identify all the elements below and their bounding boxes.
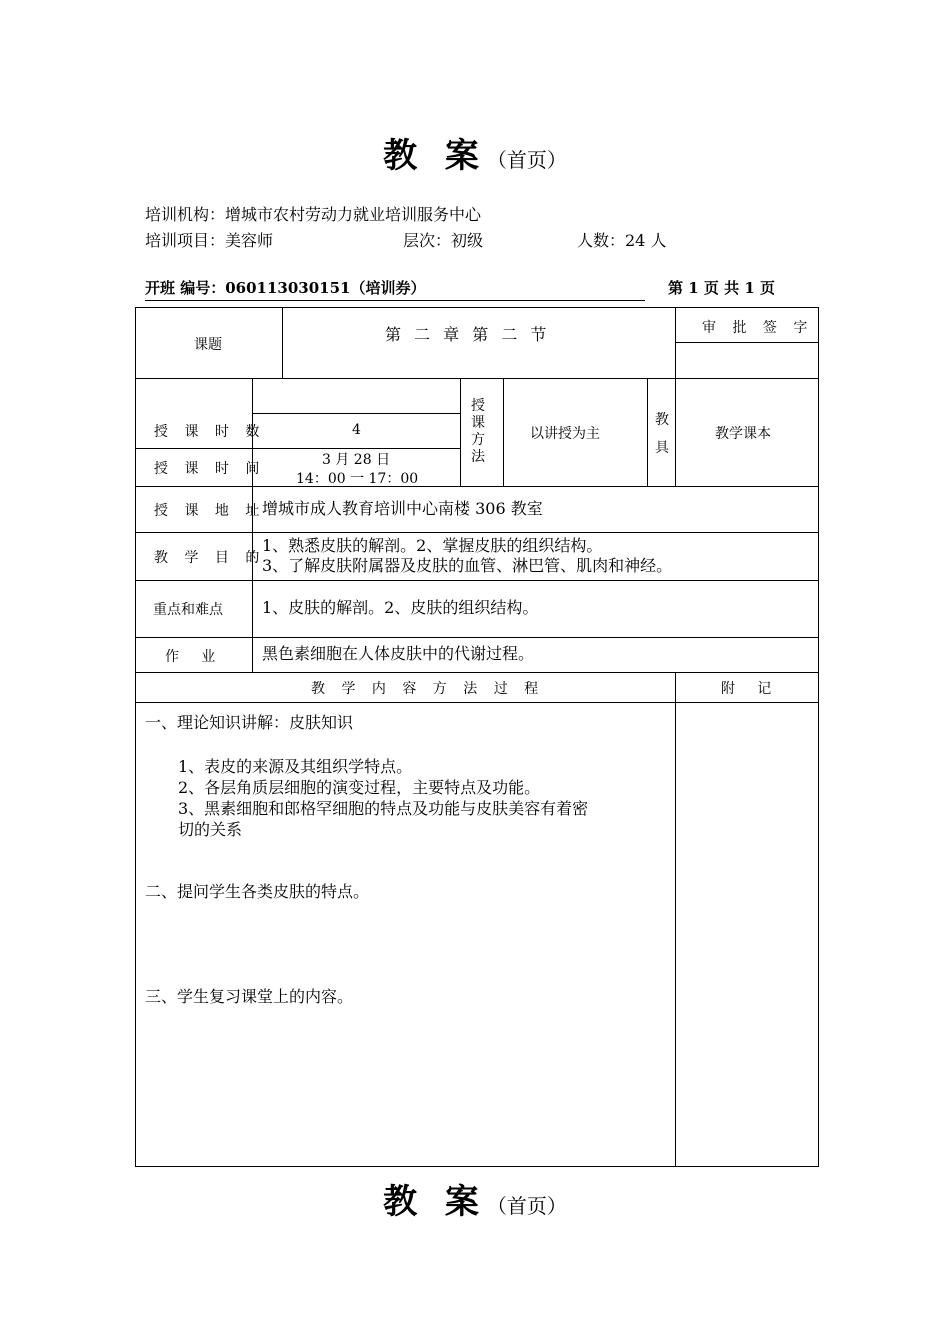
title-main: 教 案: [383, 1182, 487, 1222]
time-date: 3 月 28 日: [322, 452, 391, 468]
place-label: 授 课 地 址: [154, 503, 266, 519]
title-sub: （首页）: [486, 1194, 567, 1218]
document-title: [0, 128, 950, 177]
row-divider: [136, 580, 818, 581]
lesson-plan-table: [135, 307, 819, 1167]
tools-label-char: 具: [655, 440, 669, 456]
section-3: 三、学生复习课堂上的内容。: [145, 987, 354, 1006]
col-divider: [282, 308, 283, 378]
col-divider: [460, 378, 461, 486]
row-divider: [136, 532, 818, 533]
notes-header: 附 记: [721, 681, 772, 697]
title-sub: （首页）: [486, 148, 567, 172]
goal-line-2: 3、了解皮肤附属器及皮肤的血管、淋巴管、肌肉和神经。: [262, 556, 673, 575]
hours-label: 授 课 时 数: [154, 424, 266, 440]
row-divider: [136, 448, 460, 449]
time-label: 授 课 时 间: [154, 461, 266, 477]
homework-value: 黑色素细胞在人体皮肤中的代谢过程。: [262, 644, 535, 663]
approval-label: 审 批 签 字: [702, 320, 814, 336]
page-count: 第 1 页 共 1 页: [668, 279, 775, 297]
class-number: 开班 编号：060113030151（培训券）: [145, 277, 645, 301]
method-label-char: 法: [471, 449, 485, 465]
method-value: 以讲授为主: [530, 426, 600, 442]
col-divider: [503, 378, 504, 486]
content-item-1: 1、表皮的来源及其组织学特点。: [178, 757, 413, 776]
key-value: 1、皮肤的解剖。2、皮肤的组织结构。: [262, 598, 539, 617]
title-main: 教 案: [383, 136, 487, 176]
project-text: 培训项目：美容师: [145, 231, 274, 250]
content-item-2: 2、各层角质层细胞的演变过程，主要特点及功能。: [178, 778, 541, 797]
row-divider: [136, 637, 818, 638]
tools-label-char: 教: [655, 412, 669, 428]
method-label: [470, 398, 486, 466]
goal-line-1: 1、熟悉皮肤的解剖。2、掌握皮肤的组织结构。: [262, 536, 603, 555]
row-divider: [136, 702, 818, 703]
row-divider: [136, 672, 818, 673]
col-divider: [675, 308, 676, 486]
row-divider: [136, 486, 818, 487]
tools-label: [654, 406, 670, 462]
topic-value: 第 二 章 第 二 节: [385, 325, 551, 344]
row-divider: [252, 413, 460, 414]
homework-label: 作 业: [165, 649, 216, 665]
key-label: 重点和难点: [153, 602, 223, 618]
col-divider: [675, 672, 676, 1166]
row-divider: [136, 378, 818, 379]
content-item-3a: 3、黑素细胞和郎格罕细胞的特点及功能与皮肤美容有着密: [178, 799, 589, 818]
section-1: 一、理论知识讲解：皮肤知识: [145, 713, 354, 732]
next-page-title: [0, 1174, 950, 1223]
hours-value: 4: [352, 422, 361, 438]
method-label-char: 课: [471, 415, 485, 431]
method-label-char: 方: [471, 432, 485, 448]
headcount-text: 人数：24 人: [577, 231, 667, 250]
time-range: 14：00 一 17：00: [296, 471, 419, 487]
process-header: 教 学 内 容 方 法 过 程: [311, 681, 545, 697]
section-2: 二、提问学生各类皮肤的特点。: [145, 882, 370, 901]
level-text: 层次：初级: [403, 231, 484, 250]
goal-label: 教 学 目 的: [154, 550, 266, 566]
place-value: 增城市成人教育培训中心南楼 306 教室: [262, 499, 543, 518]
topic-label: 课题: [194, 337, 222, 353]
row-divider: [675, 342, 818, 343]
class-number-line: [145, 277, 775, 297]
method-label-char: 授: [471, 398, 485, 414]
col-divider: [647, 378, 648, 486]
content-item-3b: 切的关系: [178, 820, 243, 839]
institution-line: 培训机构：增城市农村劳动力就业培训服务中心: [145, 205, 482, 224]
tools-value: 教学课本: [715, 426, 771, 442]
